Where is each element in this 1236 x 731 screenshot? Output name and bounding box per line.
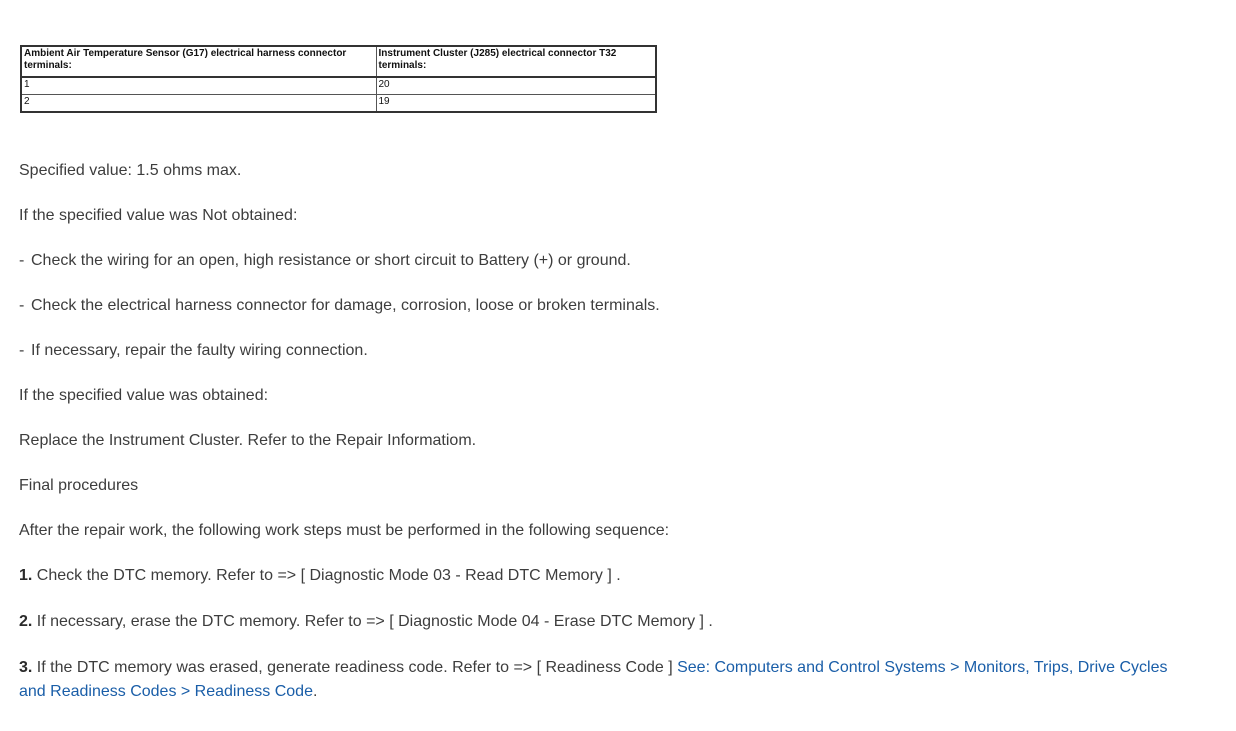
step-3 — [19, 656, 1179, 704]
table-row — [21, 77, 656, 95]
table-cell: 1 — [21, 77, 376, 95]
bullet-text: If necessary, repair the faulty wiring connection. — [31, 342, 368, 359]
step-number: 3. — [19, 659, 33, 676]
step-text: If the DTC memory was erased, generate readiness code. Refer to => [ Readiness Code ] — [32, 659, 678, 676]
table-cell: 2 — [21, 95, 376, 113]
final-procedures-heading: Final procedures — [19, 477, 139, 494]
table-header-row — [21, 46, 656, 77]
readiness-code-link[interactable]: See: Computers and Control Systems > Monitors, Trips, Drive Cycles and Readiness Codes > Readiness Code — [19, 659, 1168, 700]
list-item — [19, 249, 631, 273]
list-item — [19, 339, 368, 363]
step-text: If necessary, erase the DTC memory. Refer to => [ Diagnostic Mode 04 - Erase DTC Memory ] . — [32, 613, 713, 630]
step-2 — [19, 610, 713, 634]
step-number: 1. — [19, 567, 33, 584]
step-1 — [19, 564, 621, 588]
not-obtained-heading: If the specified value was Not obtained: — [19, 207, 298, 224]
table-cell: 20 — [376, 77, 656, 95]
table-cell: 19 — [376, 95, 656, 113]
bullet-text: Check the electrical harness connector for damage, corrosion, loose or broken terminals. — [31, 297, 660, 314]
table-header-g17: Ambient Air Temperature Sensor (G17) electrical harness connector terminals: — [21, 46, 376, 77]
obtained-heading: If the specified value was obtained: — [19, 387, 269, 404]
connector-terminal-table — [20, 45, 657, 113]
bullet-dash: - — [19, 342, 25, 359]
specified-value-text: Specified value: 1.5 ohms max. — [19, 162, 242, 179]
list-item — [19, 294, 660, 318]
step-number: 2. — [19, 613, 33, 630]
step-tail: . — [312, 683, 318, 700]
after-repair-text: After the repair work, the following work steps must be performed in the following sequence: — [19, 522, 670, 539]
table-header-j285: Instrument Cluster (J285) electrical connector T32 terminals: — [376, 46, 656, 77]
step-text: Check the DTC memory. Refer to => [ Diagnostic Mode 03 - Read DTC Memory ] . — [32, 567, 621, 584]
bullet-dash: - — [19, 297, 25, 314]
replace-instruction: Replace the Instrument Cluster. Refer to the Repair Informatiom. — [19, 432, 477, 449]
bullet-text: Check the wiring for an open, high resistance or short circuit to Battery (+) or ground. — [31, 252, 631, 269]
table-row — [21, 95, 656, 113]
bullet-dash: - — [19, 252, 25, 269]
